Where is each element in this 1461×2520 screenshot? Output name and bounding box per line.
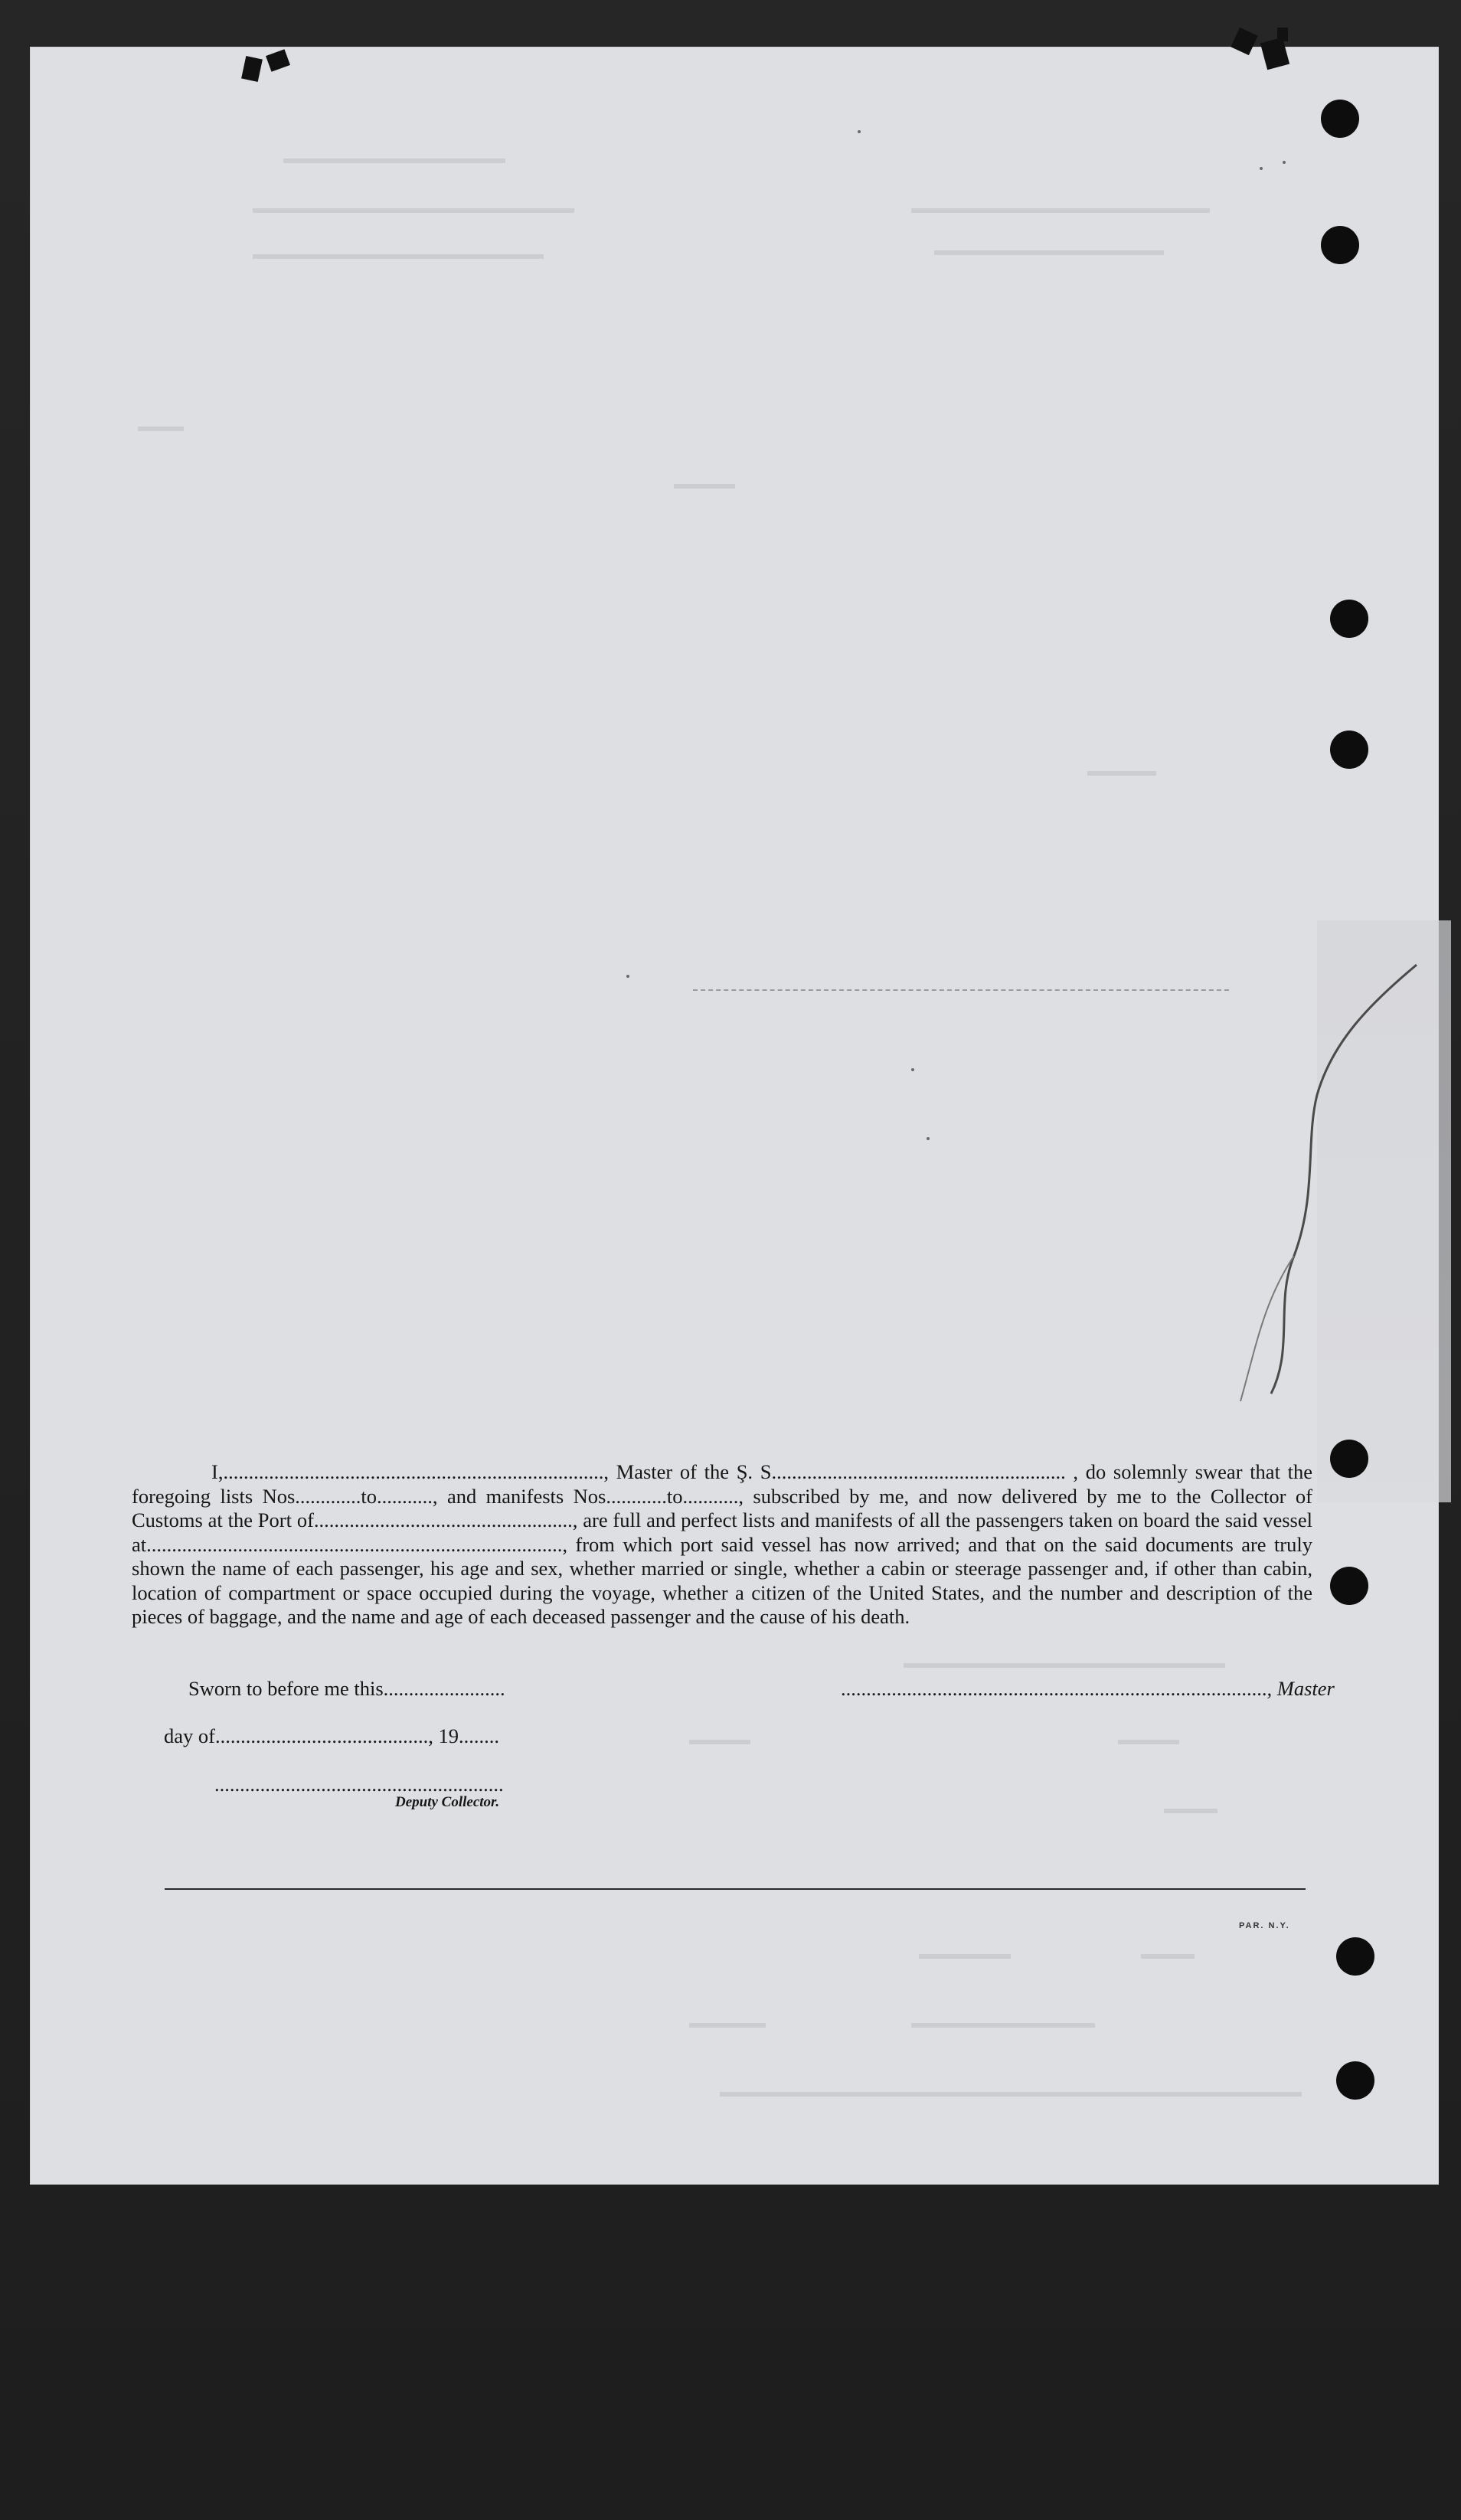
punch-hole (1336, 1937, 1374, 1976)
day-of-label: day of (164, 1724, 215, 1747)
deputy-signature-line (214, 1773, 504, 1796)
speck (911, 1068, 914, 1071)
sworn-date-field[interactable]: ........................ (383, 1677, 505, 1700)
punch-hole (1336, 2061, 1374, 2100)
printer-mark: PAR. N.Y. (1239, 1921, 1290, 1930)
deputy-collector-label: Deputy Collector. (395, 1794, 500, 1810)
punch-hole (1321, 100, 1359, 138)
speck (626, 975, 629, 978)
sworn-line (188, 1677, 505, 1701)
punch-hole (1330, 1440, 1368, 1478)
deputy-signature-field[interactable]: ......................................................... (214, 1773, 504, 1796)
oath-paragraph (132, 1460, 1312, 1629)
year-field[interactable]: ........ (458, 1724, 499, 1747)
punch-hole (1330, 731, 1368, 769)
sworn-label: Sworn to before me this (188, 1677, 384, 1700)
speck (1260, 167, 1263, 170)
speck (1283, 161, 1286, 164)
day-of-field[interactable]: .......................................... (214, 1724, 429, 1747)
horizontal-rule (165, 1888, 1306, 1890)
torn-corner-mark (1277, 28, 1288, 41)
master-signature-field[interactable]: .................................................................................... (841, 1677, 1267, 1700)
oath-text: I,..........................................................................., Master of the Ş. S.......................................................... , do solemnly swear that the foregoing lists Nos.............to..........., and manifests Nos............to..........., subscribed by me, and now delivered by me to the Collector of Customs at the Port of..................................................., are full and perfect lists and manifests of all the passengers taken on board the said vessel at.................................................................................., from which port said vessel has now arrived; and that on the said documents are truly shown the name of each passenger, his age and sex, whether married or single, whether a cabin or steerage passenger and, if other than cabin, location of compartment or space occupied during the voyage, whether a citizen of the United States, and the number and description of the pieces of baggage, and the name and age of each deceased passenger and the cause of his death. (132, 1460, 1312, 1628)
punch-hole (1321, 226, 1359, 264)
speck (858, 130, 861, 133)
master-signature-line (841, 1677, 1335, 1701)
faint-dashed-line (693, 989, 1229, 991)
punch-hole (1330, 1567, 1368, 1605)
day-of-line (164, 1724, 499, 1748)
punch-hole (1330, 600, 1368, 638)
master-label: , Master (1267, 1677, 1335, 1700)
speck (927, 1137, 930, 1140)
year-prefix: , 19 (428, 1724, 459, 1747)
